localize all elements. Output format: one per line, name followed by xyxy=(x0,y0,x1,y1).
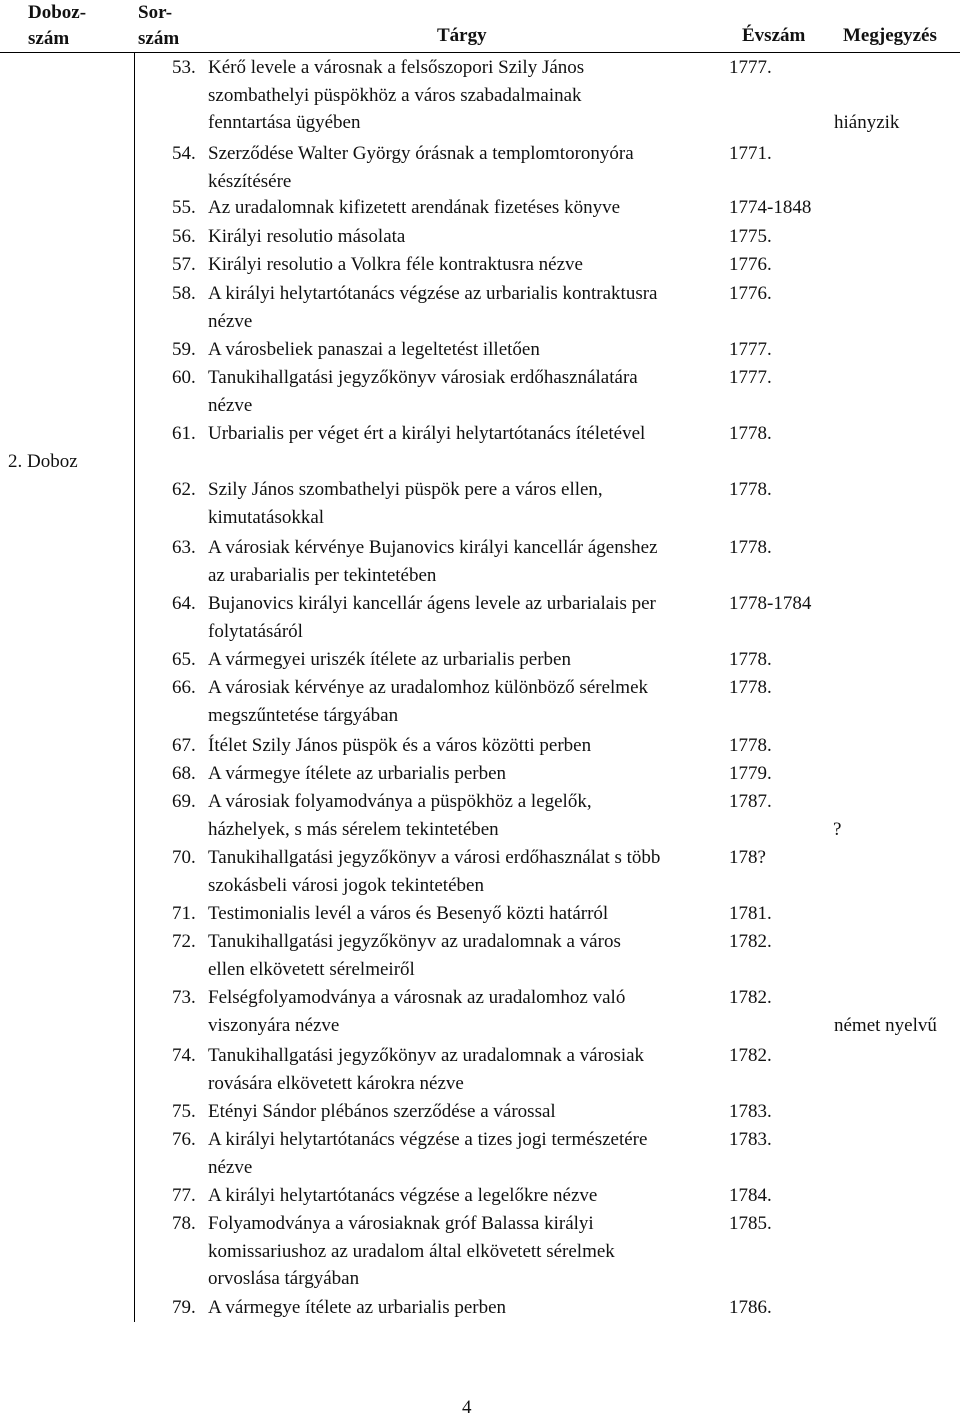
row-number: 62. xyxy=(172,479,196,500)
row-year: 1779. xyxy=(729,763,772,784)
row-subject: A királyi helytartótanács végzése az urbarialis kontraktusra nézve xyxy=(208,283,658,332)
row-year: 1774-1848 xyxy=(729,197,812,218)
row-subject: A városbeliek panaszai a legeltetést illetően xyxy=(208,339,540,360)
row-number: 70. xyxy=(172,847,196,868)
row-number: 73. xyxy=(172,987,196,1008)
row-subject: Szerződése Walter György órásnak a templomtoronyóra készítésére xyxy=(208,143,634,192)
row-year: 1783. xyxy=(729,1129,772,1150)
column-divider xyxy=(134,52,135,1322)
row-subject: A vármegye ítélete az urbarialis perben xyxy=(208,1297,507,1318)
row-year: 1778. xyxy=(729,677,772,698)
row-subject: Urbarialis per véget ért a királyi helytartótanács ítéletével xyxy=(208,423,646,444)
row-subject: Etényi Sándor plébános szerződése a várossal xyxy=(208,1101,556,1122)
row-number: 63. xyxy=(172,537,196,558)
row-number: 72. xyxy=(172,931,196,952)
row-year: 1782. xyxy=(729,987,772,1008)
row-subject: Folyamodványa a városiaknak gróf Balassa királyi komissariushoz az uradalom által elkövetett sérelmek orvoslása tárgyában xyxy=(208,1213,615,1289)
row-year: 1782. xyxy=(729,1045,772,1066)
row-subject: Felségfolyamodványa a városnak az uradalomhoz való viszonyára nézve xyxy=(208,987,626,1036)
row-year: 1782. xyxy=(729,931,772,952)
row-number: 53. xyxy=(172,57,196,78)
row-year: 1776. xyxy=(729,254,772,275)
row-number: 74. xyxy=(172,1045,196,1066)
box-label: 2. Doboz xyxy=(8,451,78,472)
row-number: 61. xyxy=(172,423,196,444)
row-subject: Tanukihallgatási jegyzőkönyv az uradalomnak a város ellen elkövetett sérelmeiről xyxy=(208,931,621,980)
page-number: 4 xyxy=(462,1397,472,1418)
row-number: 69. xyxy=(172,791,196,812)
row-year: 1777. xyxy=(729,339,772,360)
row-number: 75. xyxy=(172,1101,196,1122)
row-year: 178? xyxy=(729,847,766,868)
row-number: 56. xyxy=(172,226,196,247)
row-subject: Tanukihallgatási jegyzőkönyv a városi erdőhasználat s több szokásbeli városi jogok tekintetében xyxy=(208,847,661,896)
row-year: 1786. xyxy=(729,1297,772,1318)
row-year: 1778. xyxy=(729,479,772,500)
row-note: hiányzik xyxy=(834,112,900,133)
row-subject: A városiak kérvénye Bujanovics királyi kancellár ágenshez az urabarialis per tekintetében xyxy=(208,537,658,586)
row-number: 58. xyxy=(172,283,196,304)
row-year: 1784. xyxy=(729,1185,772,1206)
row-year: 1785. xyxy=(729,1213,772,1234)
row-number: 65. xyxy=(172,649,196,670)
row-year: 1778. xyxy=(729,649,772,670)
row-subject: Testimonialis levél a város és Besenyő közti határról xyxy=(208,903,609,924)
row-subject: A királyi helytartótanács végzése a legelőkre nézve xyxy=(208,1185,598,1206)
row-number: 68. xyxy=(172,763,196,784)
row-note: német nyelvű xyxy=(834,1014,937,1036)
row-subject: A királyi helytartótanács végzése a tizes jogi természetére nézve xyxy=(208,1129,648,1178)
row-number: 77. xyxy=(172,1185,196,1206)
row-year: 1778. xyxy=(729,735,772,756)
header-megjegyzes: Megjegyzés xyxy=(843,25,937,46)
row-subject: A városiak kérvénye az uradalomhoz különböző sérelmek megszűntetése tárgyában xyxy=(208,677,649,726)
row-number: 57. xyxy=(172,254,196,275)
row-subject: A vármegye ítélete az urbarialis perben xyxy=(208,763,507,784)
row-year: 1775. xyxy=(729,226,772,247)
row-year: 1781. xyxy=(729,903,772,924)
row-year: 1778-1784 xyxy=(729,593,812,614)
row-year: 1771. xyxy=(729,143,772,164)
row-subject: Ítélet Szily János püspök és a város közötti perben xyxy=(208,735,592,756)
row-year: 1783. xyxy=(729,1101,772,1122)
row-subject: Az uradalomnak kifizetett arendának fizetéses könyve xyxy=(208,197,621,218)
row-subject: Kérő levele a városnak a felsőszopori Szily János szombathelyi püspökhöz a város szabadalmainak fenntartása ügyében xyxy=(208,57,585,133)
row-subject: A városiak folyamodványa a püspökhöz a legelők, házhelyek, s más sérelem tekintetében xyxy=(208,791,592,840)
table-header xyxy=(0,0,960,53)
row-year: 1778. xyxy=(729,423,772,444)
row-subject: Szily János szombathelyi püspök pere a város ellen, kimutatásokkal xyxy=(208,479,603,528)
row-subject: Tanukihallgatási jegyzőkönyv az uradalomnak a városiak rovására elkövetett károkra nézve xyxy=(208,1045,645,1094)
row-number: 67. xyxy=(172,735,196,756)
row-number: 59. xyxy=(172,339,196,360)
header-sorszam: Sor- szám xyxy=(138,2,180,49)
row-number: 64. xyxy=(172,593,196,614)
row-number: 55. xyxy=(172,197,196,218)
row-year: 1787. xyxy=(729,791,772,812)
row-number: 79. xyxy=(172,1297,196,1318)
row-number: 71. xyxy=(172,903,196,924)
row-number: 78. xyxy=(172,1213,196,1234)
row-number: 54. xyxy=(172,143,196,164)
row-subject: Királyi resolutio a Volkra féle kontraktusra nézve xyxy=(208,254,583,275)
row-year: 1777. xyxy=(729,367,772,388)
row-note: ? xyxy=(833,818,842,840)
header-evszam: Évszám xyxy=(742,25,806,46)
header-doboz: Doboz- szám xyxy=(28,2,87,49)
row-subject: A vármegyei uriszék ítélete az urbarialis perben xyxy=(208,649,571,670)
row-number: 60. xyxy=(172,367,196,388)
row-number: 66. xyxy=(172,677,196,698)
row-subject: Királyi resolutio másolata xyxy=(208,226,406,247)
row-subject: Tanukihallgatási jegyzőkönyv városiak erdőhasználatára nézve xyxy=(208,367,638,416)
row-year: 1778. xyxy=(729,537,772,558)
row-year: 1776. xyxy=(729,283,772,304)
row-subject: Bujanovics királyi kancellár ágens levele az urbarialais per folytatásáról xyxy=(208,593,656,642)
header-targy: Tárgy xyxy=(437,25,487,46)
row-number: 76. xyxy=(172,1129,196,1150)
row-year: 1777. xyxy=(729,57,772,78)
